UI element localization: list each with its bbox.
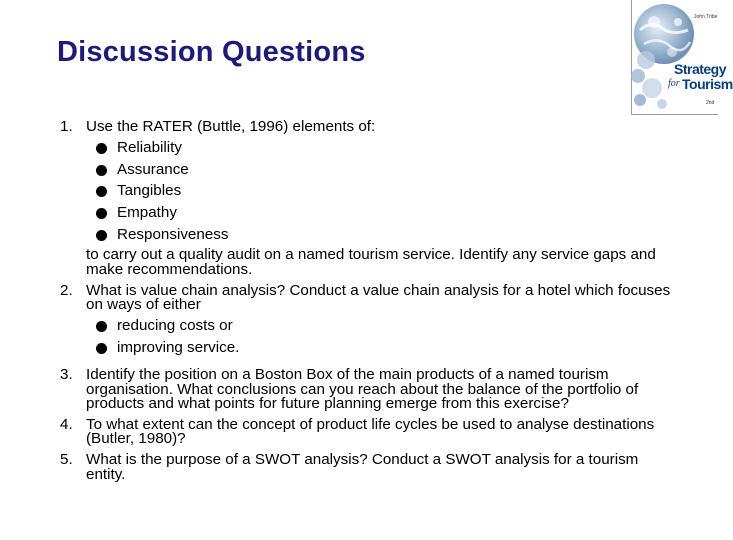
question-number: 1. bbox=[60, 118, 73, 135]
bullet-dot-icon bbox=[96, 230, 107, 241]
question-text: To what extent can the concept of product life cycles be used to analyse destinations (Butler, 1980)? bbox=[86, 415, 655, 448]
bullet-item bbox=[96, 184, 680, 198]
question-number: 3. bbox=[60, 366, 73, 384]
bullet-item bbox=[96, 160, 680, 178]
question-item bbox=[60, 120, 680, 277]
slide-title: Discussion Questions bbox=[57, 36, 366, 68]
bullet-text: Empathy bbox=[117, 203, 177, 221]
bullet-text: Reliability bbox=[117, 138, 182, 156]
bullet-text: Responsiveness bbox=[117, 225, 229, 243]
question-text: Identify the position on a Boston Box of the main products of a named tourism organisation. What conclusions can you reach about the balance of the portfolio of products and what points for future planning emerge from this exercise? bbox=[86, 366, 639, 412]
bullet-text: Tangibles bbox=[117, 182, 182, 200]
bullet-text: Assurance bbox=[117, 160, 189, 178]
question-list bbox=[60, 120, 680, 489]
bullet-item bbox=[96, 203, 680, 221]
question-text: Use the RATER (Buttle, 1996) elements of: bbox=[86, 118, 376, 135]
logo-edition: 2nd bbox=[706, 100, 715, 106]
question-number: 2. bbox=[60, 281, 73, 299]
book-cover-logo bbox=[631, 0, 733, 115]
bullet-item bbox=[96, 338, 680, 356]
bullet-item bbox=[96, 138, 680, 156]
bullet-list bbox=[96, 138, 680, 243]
bullet-list bbox=[96, 319, 680, 355]
logo-title-strategy: Strategy bbox=[674, 61, 727, 77]
bullet-text: reducing costs or bbox=[117, 317, 233, 335]
bullet-dot-icon bbox=[96, 143, 107, 154]
author-name: John Tribe bbox=[694, 14, 718, 20]
question-item bbox=[60, 281, 680, 362]
bullet-dot-icon bbox=[96, 165, 107, 176]
bullet-dot-icon bbox=[96, 343, 107, 354]
question-text: What is value chain analysis? Conduct a value chain analysis for a hotel which focuses on ways of either bbox=[86, 281, 671, 314]
question-item bbox=[60, 368, 680, 411]
bullet-item bbox=[96, 319, 680, 333]
logo-title-for: for bbox=[668, 78, 680, 89]
question-item bbox=[60, 415, 680, 448]
bullet-dot-icon bbox=[96, 186, 107, 197]
bullet-item bbox=[96, 225, 680, 243]
question-text: What is the purpose of a SWOT analysis? Conduct a SWOT analysis for a tourism entity. bbox=[86, 451, 639, 483]
question-continuation: to carry out a quality audit on a named tourism service. Identify any service gaps and make recommendations. bbox=[86, 246, 656, 278]
question-number: 4. bbox=[60, 415, 73, 433]
bullet-dot-icon bbox=[96, 208, 107, 219]
bullet-dot-icon bbox=[96, 321, 107, 332]
question-item bbox=[60, 453, 680, 482]
question-number: 5. bbox=[60, 451, 73, 469]
logo-title-tourism: Tourism bbox=[682, 76, 733, 92]
bullet-text: improving service. bbox=[117, 338, 240, 356]
